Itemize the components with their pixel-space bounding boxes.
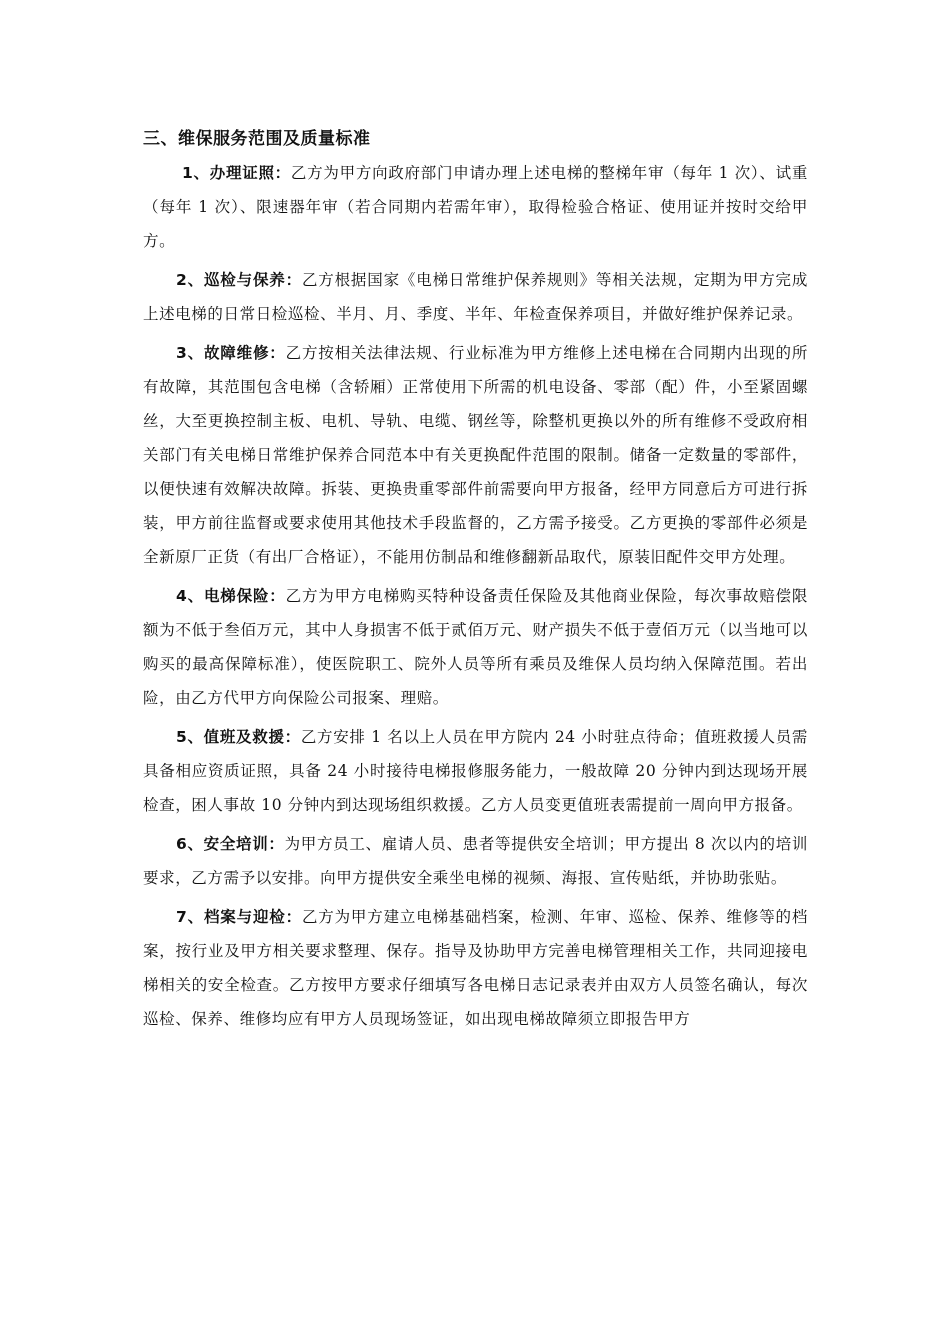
- clause-heading: 4、电梯保险：: [176, 587, 286, 605]
- clause-paragraph: [143, 156, 808, 258]
- clause-heading: 2、巡检与保养：: [176, 271, 302, 289]
- clause-text: 乙方为甲方向政府部门申请办理上述电梯的整梯年审（每年 1 次）、试重（每年 1 次）、限速器年审（若合同期内若需年审），取得检验合格证、使用证并按时交给甲方。: [143, 164, 808, 250]
- clause-paragraph: [143, 900, 808, 1036]
- document-body: [143, 128, 808, 1041]
- clause-paragraph: [143, 336, 808, 574]
- clause-paragraph: [143, 827, 808, 895]
- clause-text: 乙方为甲方电梯购买特种设备责任保险及其他商业保险，每次事故赔偿限额为不低于叁佰万元，其中人身损害不低于贰佰万元、财产损失不低于壹佰万元（以当地可以购买的最高保障标准），使医院职工、院外人员等所有乘员及维保人员均纳入保障范围。若出险，由乙方代甲方向保险公司报案、理赔。: [143, 587, 808, 707]
- clause-text: 乙方按相关法律法规、行业标准为甲方维修上述电梯在合同期内出现的所有故障，其范围包含电梯（含轿厢）正常使用下所需的机电设备、零部（配）件，小至紧固螺丝，大至更换控制主板、电机、导轨、电缆、钢丝等，除整机更换以外的所有维修不受政府相关部门有关电梯日常维护保养合同范本中有关更换配件范围的限制。储备一定数量的零部件，以便快速有效解决故障。拆装、更换贵重零部件前需要向甲方报备，经甲方同意后方可进行拆装，甲方前往监督或要求使用其他技术手段监督的，乙方需予接受。乙方更换的零部件必须是全新原厂正货（有出厂合格证），不能用仿制品和维修翻新品取代，原装旧配件交甲方处理。: [143, 344, 808, 566]
- clause-heading: 1、办理证照：: [182, 164, 291, 182]
- clause-paragraph: [143, 579, 808, 715]
- clause-text: 为甲方员工、雇请人员、患者等提供安全培训；甲方提出 8 次以内的培训要求，乙方需予以安排。向甲方提供安全乘坐电梯的视频、海报、宣传贴纸，并协助张贴。: [143, 835, 808, 887]
- clause-text: 乙方安排 1 名以上人员在甲方院内 24 小时驻点待命；值班救援人员需具备相应资质证照，具备 24 小时接待电梯报修服务能力，一般故障 20 分钟内到达现场开展检查，困人事故 10 分钟内到达现场组织救援。乙方人员变更值班表需提前一周向甲方报备。: [143, 728, 808, 814]
- clause-heading: 3、故障维修：: [176, 344, 286, 362]
- clause-paragraph: [143, 263, 808, 331]
- clause-heading: 6、安全培训：: [176, 835, 285, 853]
- clause-text: 乙方根据国家《电梯日常维护保养规则》等相关法规，定期为甲方完成上述电梯的日常日检巡检、半月、月、季度、半年、年检查保养项目，并做好维护保养记录。: [143, 271, 808, 323]
- clause-paragraph: [143, 720, 808, 822]
- clause-heading: 7、档案与迎检：: [176, 908, 302, 926]
- clause-text: 乙方为甲方建立电梯基础档案，检测、年审、巡检、保养、维修等的档案，按行业及甲方相关要求整理、保存。指导及协助甲方完善电梯管理相关工作，共同迎接电梯相关的安全检查。乙方按甲方要求仔细填写各电梯日志记录表并由双方人员签名确认，每次巡检、保养、维修均应有甲方人员现场签证，如出现电梯故障须立即报告甲方: [143, 908, 808, 1028]
- clause-heading: 5、值班及救援：: [176, 728, 301, 746]
- section-heading: 三、维保服务范围及质量标准: [143, 129, 371, 149]
